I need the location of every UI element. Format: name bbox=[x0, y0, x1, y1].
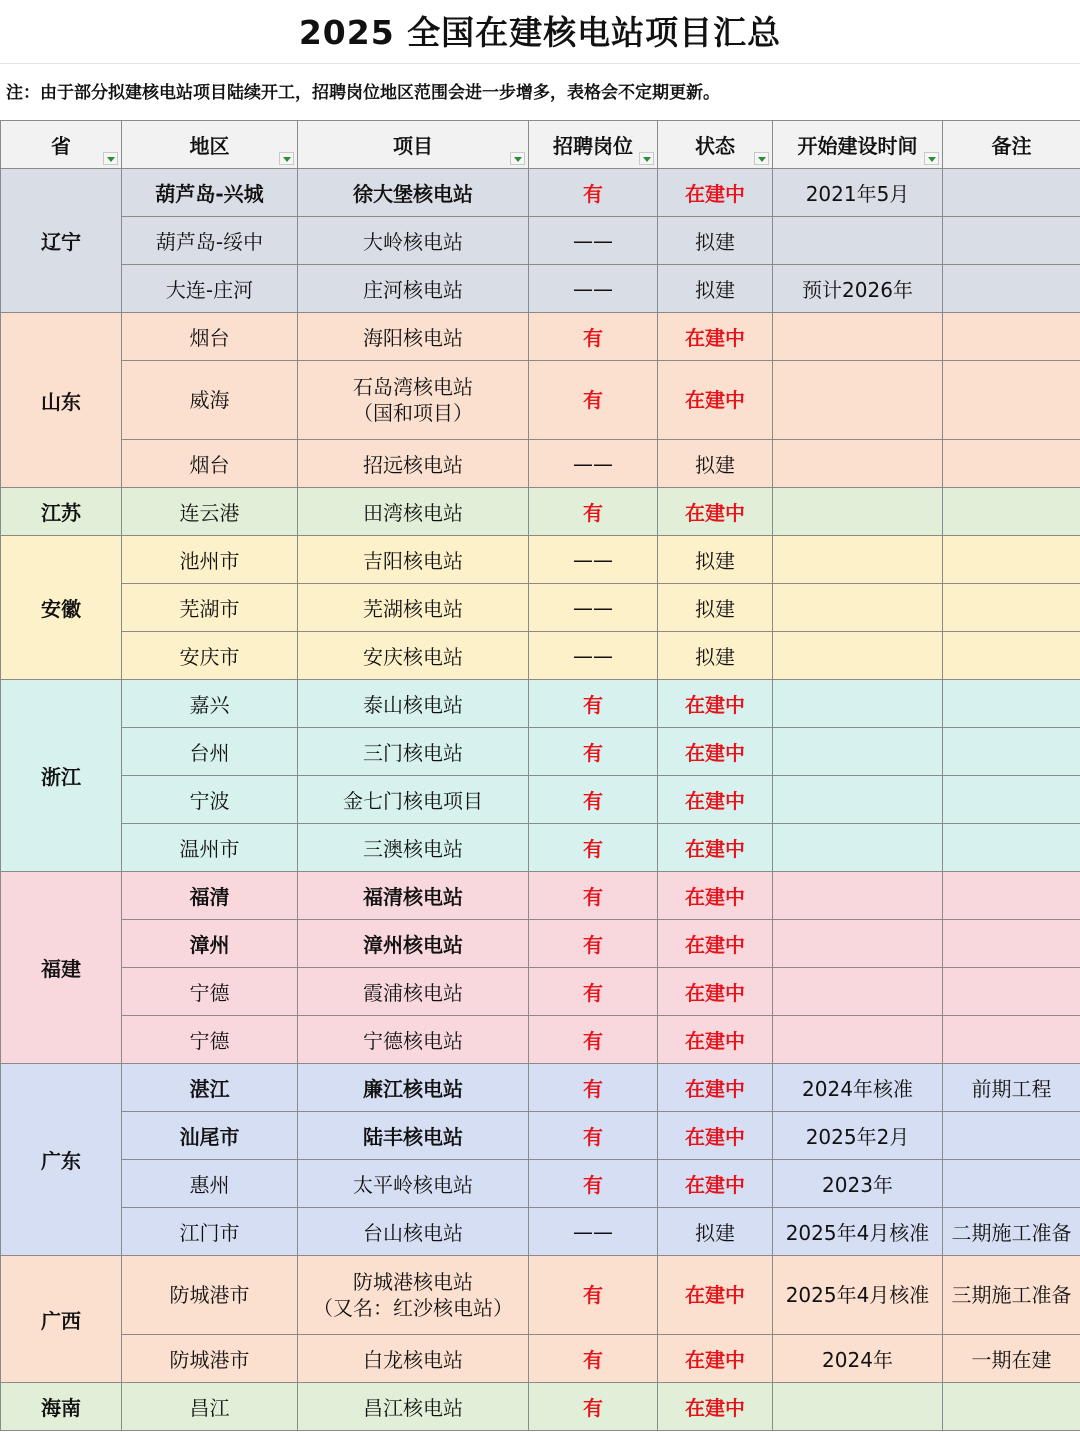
region-cell: 台州 bbox=[122, 728, 298, 776]
job-cell: 有 bbox=[529, 824, 658, 872]
status-cell: 在建中 bbox=[658, 824, 773, 872]
table-row bbox=[1, 1064, 1080, 1112]
project-cell: 大岭核电站 bbox=[298, 217, 529, 265]
start-time-cell bbox=[773, 824, 943, 872]
table-row bbox=[1, 632, 1080, 680]
filter-dropdown-icon[interactable] bbox=[103, 152, 118, 165]
project-alias: （国和项目） bbox=[353, 401, 473, 425]
region-cell: 江门市 bbox=[122, 1208, 298, 1256]
status-cell: 在建中 bbox=[658, 1256, 773, 1335]
start-time-cell bbox=[773, 584, 943, 632]
table-row bbox=[1, 1383, 1080, 1431]
province-cell: 广东 bbox=[1, 1064, 122, 1256]
start-time-cell bbox=[773, 313, 943, 361]
remark-cell bbox=[943, 1160, 1080, 1208]
header-label: 备注 bbox=[991, 134, 1032, 158]
start-time-cell bbox=[773, 536, 943, 584]
remark-cell bbox=[943, 536, 1080, 584]
province-cell: 浙江 bbox=[1, 680, 122, 872]
status-cell: 在建中 bbox=[658, 872, 773, 920]
table-row bbox=[1, 265, 1080, 313]
status-cell: 在建中 bbox=[658, 776, 773, 824]
start-time-cell: 2024年核准 bbox=[773, 1064, 943, 1112]
update-note: 注：由于部分拟建核电站项目陆续开工，招聘岗位地区范围会进一步增多，表格会不定期更新。 bbox=[6, 83, 720, 103]
region-cell: 连云港 bbox=[122, 488, 298, 536]
start-time-cell: 2025年4月核准 bbox=[773, 1208, 943, 1256]
job-cell: 有 bbox=[529, 920, 658, 968]
job-cell: 有 bbox=[529, 1112, 658, 1160]
remark-cell bbox=[943, 217, 1080, 265]
region-cell: 宁波 bbox=[122, 776, 298, 824]
header-region bbox=[122, 121, 298, 169]
remark-cell bbox=[943, 1112, 1080, 1160]
header-status bbox=[658, 121, 773, 169]
job-cell: —— bbox=[529, 632, 658, 680]
table-row bbox=[1, 728, 1080, 776]
region-cell: 汕尾市 bbox=[122, 1112, 298, 1160]
header-start-time bbox=[773, 121, 943, 169]
project-cell: 廉江核电站 bbox=[298, 1064, 529, 1112]
status-cell: 拟建 bbox=[658, 536, 773, 584]
job-cell: 有 bbox=[529, 1064, 658, 1112]
table-row bbox=[1, 584, 1080, 632]
region-cell: 大连-庄河 bbox=[122, 265, 298, 313]
filter-dropdown-icon[interactable] bbox=[639, 152, 654, 165]
remark-cell bbox=[943, 872, 1080, 920]
table-row bbox=[1, 536, 1080, 584]
remark-cell: 一期在建 bbox=[943, 1335, 1080, 1383]
region-cell: 福清 bbox=[122, 872, 298, 920]
remark-cell bbox=[943, 920, 1080, 968]
project-cell: 安庆核电站 bbox=[298, 632, 529, 680]
start-time-cell bbox=[773, 680, 943, 728]
filter-dropdown-icon[interactable] bbox=[279, 152, 294, 165]
region-cell: 嘉兴 bbox=[122, 680, 298, 728]
project-cell: 陆丰核电站 bbox=[298, 1112, 529, 1160]
job-cell: 有 bbox=[529, 1383, 658, 1431]
project-cell: 徐大堡核电站 bbox=[298, 169, 529, 217]
region-cell: 池州市 bbox=[122, 536, 298, 584]
status-cell: 在建中 bbox=[658, 1383, 773, 1431]
province-cell: 江苏 bbox=[1, 488, 122, 536]
region-cell: 葫芦岛-兴城 bbox=[122, 169, 298, 217]
table-row bbox=[1, 217, 1080, 265]
start-time-cell bbox=[773, 1016, 943, 1064]
header-label: 状态 bbox=[695, 134, 735, 158]
table-row bbox=[1, 169, 1080, 217]
job-cell: 有 bbox=[529, 488, 658, 536]
start-time-cell bbox=[773, 488, 943, 536]
remark-cell bbox=[943, 265, 1080, 313]
province-cell: 福建 bbox=[1, 872, 122, 1064]
remark-cell bbox=[943, 680, 1080, 728]
filter-dropdown-icon[interactable] bbox=[924, 152, 939, 165]
project-cell: 吉阳核电站 bbox=[298, 536, 529, 584]
status-cell: 在建中 bbox=[658, 968, 773, 1016]
job-cell: 有 bbox=[529, 1335, 658, 1383]
page-title: 2025 全国在建核电站项目汇总 bbox=[0, 0, 1080, 64]
remark-cell bbox=[943, 776, 1080, 824]
region-cell: 防城港市 bbox=[122, 1335, 298, 1383]
job-cell: 有 bbox=[529, 968, 658, 1016]
start-time-cell bbox=[773, 728, 943, 776]
filter-dropdown-icon[interactable] bbox=[754, 152, 769, 165]
project-cell: 白龙核电站 bbox=[298, 1335, 529, 1383]
remark-cell bbox=[943, 968, 1080, 1016]
table-row bbox=[1, 361, 1080, 440]
region-cell: 防城港市 bbox=[122, 1256, 298, 1335]
start-time-cell bbox=[773, 440, 943, 488]
header-label: 开始建设时间 bbox=[797, 134, 918, 158]
project-cell: 三门核电站 bbox=[298, 728, 529, 776]
province-cell: 广西 bbox=[1, 1256, 122, 1383]
job-cell: —— bbox=[529, 584, 658, 632]
project-alias: （又名：红沙核电站） bbox=[313, 1296, 513, 1320]
job-cell: 有 bbox=[529, 1016, 658, 1064]
project-cell: 三澳核电站 bbox=[298, 824, 529, 872]
remark-cell bbox=[943, 440, 1080, 488]
project-cell: 招远核电站 bbox=[298, 440, 529, 488]
remark-cell bbox=[943, 313, 1080, 361]
region-cell: 烟台 bbox=[122, 313, 298, 361]
region-cell: 宁德 bbox=[122, 968, 298, 1016]
job-cell: 有 bbox=[529, 313, 658, 361]
start-time-cell bbox=[773, 361, 943, 440]
project-cell bbox=[298, 361, 529, 440]
remark-cell bbox=[943, 1383, 1080, 1431]
project-cell: 福清核电站 bbox=[298, 872, 529, 920]
project-cell: 宁德核电站 bbox=[298, 1016, 529, 1064]
project-cell: 海阳核电站 bbox=[298, 313, 529, 361]
job-cell: 有 bbox=[529, 728, 658, 776]
table-row bbox=[1, 313, 1080, 361]
project-cell: 太平岭核电站 bbox=[298, 1160, 529, 1208]
status-cell: 在建中 bbox=[658, 169, 773, 217]
region-cell: 昌江 bbox=[122, 1383, 298, 1431]
status-cell: 在建中 bbox=[658, 920, 773, 968]
project-name: 防城港核电站 bbox=[353, 1270, 473, 1294]
remark-cell bbox=[943, 488, 1080, 536]
start-time-cell bbox=[773, 217, 943, 265]
start-time-cell: 2024年 bbox=[773, 1335, 943, 1383]
job-cell: 有 bbox=[529, 872, 658, 920]
table-row bbox=[1, 488, 1080, 536]
status-cell: 拟建 bbox=[658, 265, 773, 313]
status-cell: 在建中 bbox=[658, 1016, 773, 1064]
remark-cell bbox=[943, 169, 1080, 217]
start-time-cell bbox=[773, 968, 943, 1016]
region-cell: 温州市 bbox=[122, 824, 298, 872]
status-cell: 拟建 bbox=[658, 217, 773, 265]
start-time-cell: 2023年 bbox=[773, 1160, 943, 1208]
status-cell: 拟建 bbox=[658, 440, 773, 488]
job-cell: —— bbox=[529, 536, 658, 584]
start-time-cell bbox=[773, 632, 943, 680]
job-cell: 有 bbox=[529, 361, 658, 440]
project-cell: 芜湖核电站 bbox=[298, 584, 529, 632]
job-cell: 有 bbox=[529, 680, 658, 728]
start-time-cell bbox=[773, 776, 943, 824]
header-label: 省 bbox=[51, 134, 71, 158]
start-time-cell: 2021年5月 bbox=[773, 169, 943, 217]
region-cell: 湛江 bbox=[122, 1064, 298, 1112]
project-cell: 田湾核电站 bbox=[298, 488, 529, 536]
job-cell: —— bbox=[529, 440, 658, 488]
table-row bbox=[1, 872, 1080, 920]
status-cell: 在建中 bbox=[658, 313, 773, 361]
status-cell: 拟建 bbox=[658, 632, 773, 680]
status-cell: 拟建 bbox=[658, 1208, 773, 1256]
table-row bbox=[1, 1256, 1080, 1335]
remark-cell bbox=[943, 1016, 1080, 1064]
remark-cell bbox=[943, 584, 1080, 632]
table-row bbox=[1, 1016, 1080, 1064]
table-row bbox=[1, 920, 1080, 968]
region-cell: 安庆市 bbox=[122, 632, 298, 680]
status-cell: 在建中 bbox=[658, 488, 773, 536]
header-label: 地区 bbox=[189, 134, 230, 158]
table-row bbox=[1, 1112, 1080, 1160]
table-row bbox=[1, 1160, 1080, 1208]
remark-cell bbox=[943, 361, 1080, 440]
region-cell: 威海 bbox=[122, 361, 298, 440]
table-row bbox=[1, 1335, 1080, 1383]
status-cell: 在建中 bbox=[658, 1112, 773, 1160]
project-name: 石岛湾核电站 bbox=[353, 375, 473, 399]
remark-cell bbox=[943, 728, 1080, 776]
project-cell: 漳州核电站 bbox=[298, 920, 529, 968]
status-cell: 拟建 bbox=[658, 584, 773, 632]
project-cell bbox=[298, 1256, 529, 1335]
remark-cell: 前期工程 bbox=[943, 1064, 1080, 1112]
status-cell: 在建中 bbox=[658, 1335, 773, 1383]
region-cell: 漳州 bbox=[122, 920, 298, 968]
status-cell: 在建中 bbox=[658, 361, 773, 440]
job-cell: 有 bbox=[529, 1256, 658, 1335]
project-cell: 庄河核电站 bbox=[298, 265, 529, 313]
header-label: 项目 bbox=[393, 134, 433, 158]
region-cell: 芜湖市 bbox=[122, 584, 298, 632]
table-row bbox=[1, 1208, 1080, 1256]
status-cell: 在建中 bbox=[658, 728, 773, 776]
job-cell: 有 bbox=[529, 169, 658, 217]
header-row bbox=[1, 121, 1080, 169]
remark-cell bbox=[943, 632, 1080, 680]
project-cell: 昌江核电站 bbox=[298, 1383, 529, 1431]
project-cell: 金七门核电项目 bbox=[298, 776, 529, 824]
region-cell: 葫芦岛-绥中 bbox=[122, 217, 298, 265]
header-project bbox=[298, 121, 529, 169]
start-time-cell: 2025年4月核准 bbox=[773, 1256, 943, 1335]
start-time-cell bbox=[773, 872, 943, 920]
remark-cell bbox=[943, 824, 1080, 872]
province-cell: 海南 bbox=[1, 1383, 122, 1431]
job-cell: —— bbox=[529, 1208, 658, 1256]
province-cell: 山东 bbox=[1, 313, 122, 488]
project-cell: 霞浦核电站 bbox=[298, 968, 529, 1016]
region-cell: 烟台 bbox=[122, 440, 298, 488]
job-cell: 有 bbox=[529, 1160, 658, 1208]
table-row bbox=[1, 968, 1080, 1016]
nuclear-projects-table bbox=[0, 120, 1080, 1431]
start-time-cell bbox=[773, 1383, 943, 1431]
region-cell: 惠州 bbox=[122, 1160, 298, 1208]
remark-cell: 二期施工准备 bbox=[943, 1208, 1080, 1256]
region-cell: 宁德 bbox=[122, 1016, 298, 1064]
status-cell: 在建中 bbox=[658, 1160, 773, 1208]
table-row bbox=[1, 776, 1080, 824]
header-remark bbox=[943, 121, 1080, 169]
table-row bbox=[1, 824, 1080, 872]
header-job bbox=[529, 121, 658, 169]
header-province bbox=[1, 121, 122, 169]
start-time-cell: 2025年2月 bbox=[773, 1112, 943, 1160]
job-cell: —— bbox=[529, 217, 658, 265]
project-cell: 泰山核电站 bbox=[298, 680, 529, 728]
remark-cell: 三期施工准备 bbox=[943, 1256, 1080, 1335]
province-cell: 辽宁 bbox=[1, 169, 122, 313]
table-row bbox=[1, 680, 1080, 728]
filter-dropdown-icon[interactable] bbox=[510, 152, 525, 165]
project-cell: 台山核电站 bbox=[298, 1208, 529, 1256]
status-cell: 在建中 bbox=[658, 1064, 773, 1112]
status-cell: 在建中 bbox=[658, 680, 773, 728]
job-cell: 有 bbox=[529, 776, 658, 824]
job-cell: —— bbox=[529, 265, 658, 313]
province-cell: 安徽 bbox=[1, 536, 122, 680]
start-time-cell bbox=[773, 920, 943, 968]
header-label: 招聘岗位 bbox=[553, 134, 633, 158]
table-row bbox=[1, 440, 1080, 488]
start-time-cell: 预计2026年 bbox=[773, 265, 943, 313]
